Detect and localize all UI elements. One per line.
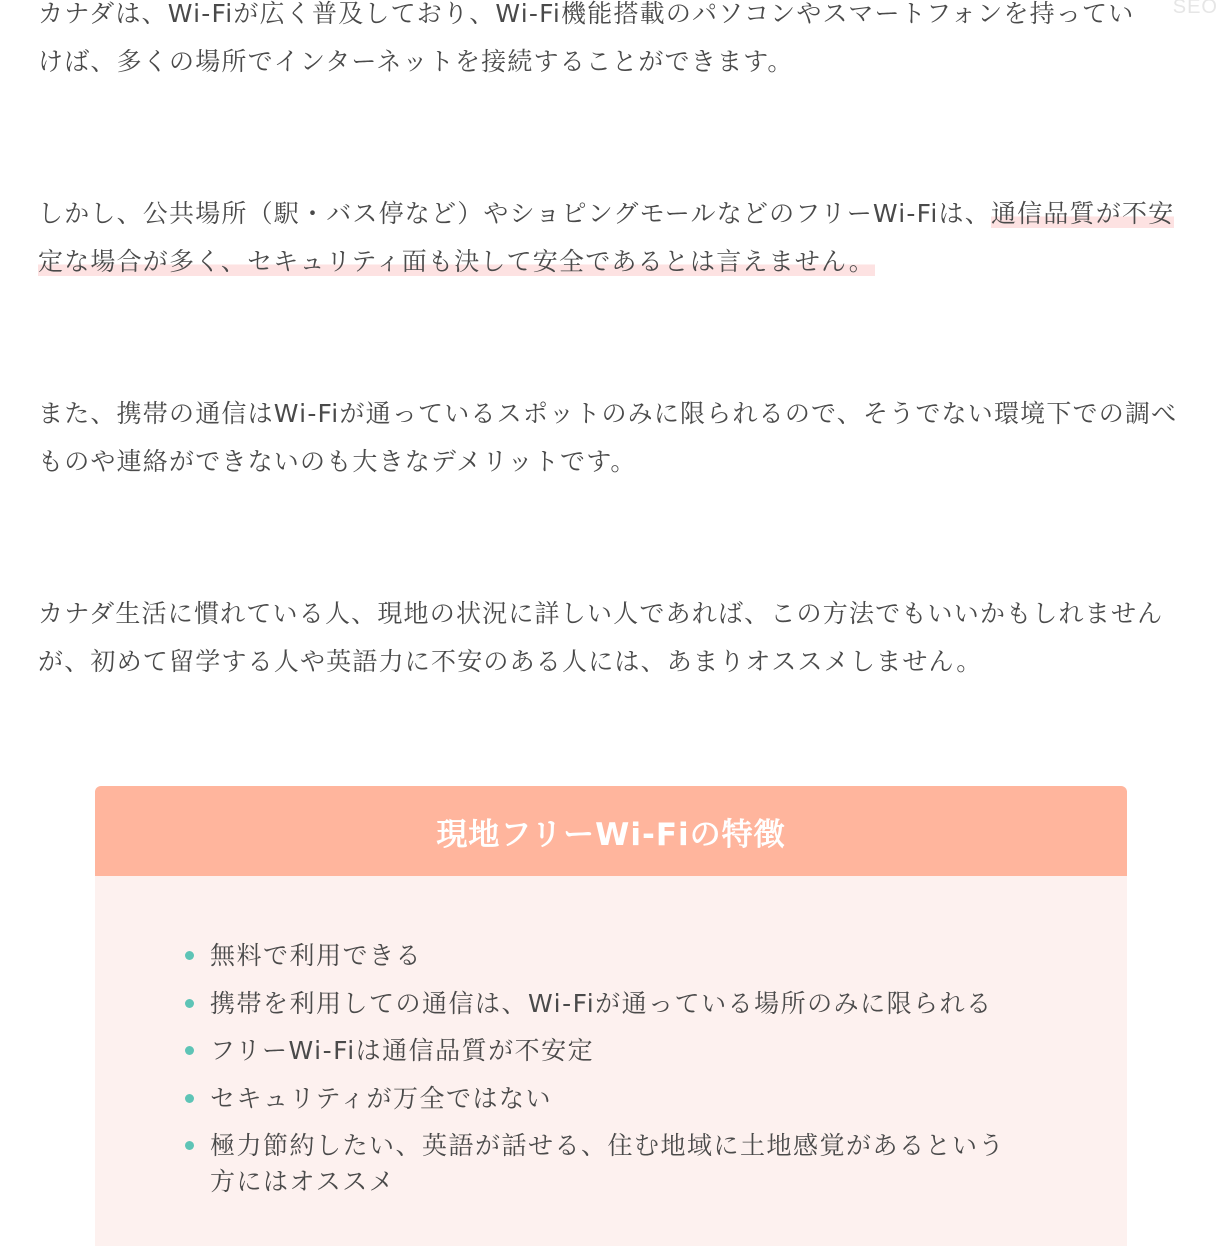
list-item-text: フリーWi-Fiは通信品質が不安定 (210, 1036, 595, 1065)
article-body (38, 0, 1188, 790)
summary-box (95, 786, 1127, 1246)
paragraph-recommendation: カナダ生活に慣れている人、現地の状況に詳しい人であれば、この方法でもいいかもしれませんが、初めて留学する人や英語力に不安のある人には、あまりオススメしません。 (38, 599, 1164, 676)
paragraph-text: しかし、公共場所（駅・バス停など）やショピングモールなどのフリーWi-Fiは、 (38, 199, 991, 228)
bullet-dot-icon (185, 1141, 194, 1150)
list-item (183, 980, 1070, 1028)
list-item (183, 1075, 1070, 1123)
highlighted-text: 通信品質が不安定な場合が多く、セキュリティ面も決して安全であるとは言えません。 (38, 199, 1175, 276)
paragraph-demerit: また、携帯の通信はWi-Fiが通っているスポットのみに限られるので、そうでない環境下での調べものや連絡ができないのも大きなデメリットです。 (38, 399, 1178, 476)
paragraph-text: カナダは、Wi-Fiが広く普及しており、Wi-Fi機能搭載のパソコンやスマートフォンを持ってい (38, 0, 1135, 28)
bullet-dot-icon (185, 1046, 194, 1055)
paragraph-text: けば、多くの場所でインターネットを接続することができます。 (38, 47, 794, 76)
paragraph-wifi-intro (38, 0, 1188, 86)
list-item-text: 無料で利用できる (210, 941, 423, 970)
list-item-text: セキュリティが万全ではない (210, 1083, 553, 1113)
list-item-text: 方にはオススメ (210, 1166, 396, 1196)
watermark: SEO (1172, 0, 1218, 18)
bullet-dot-icon (185, 999, 194, 1008)
summary-box-title: 現地フリーWi-Fiの特徴 (436, 816, 786, 853)
bullet-dot-icon (185, 951, 194, 960)
bullet-dot-icon (185, 1094, 194, 1103)
list-item (183, 1122, 1070, 1200)
list-item (183, 932, 1070, 980)
summary-box-header (95, 786, 1127, 876)
list-item (183, 1027, 1070, 1075)
paragraph-public-wifi (38, 190, 1188, 286)
list-item-text: 極力節約したい、英語が話せる、住む地域に土地感覚があるという (210, 1131, 1006, 1160)
list-item-text: 携帯を利用しての通信は、Wi-Fiが通っている場所のみに限られる (210, 988, 993, 1018)
feature-list (95, 876, 1127, 1200)
